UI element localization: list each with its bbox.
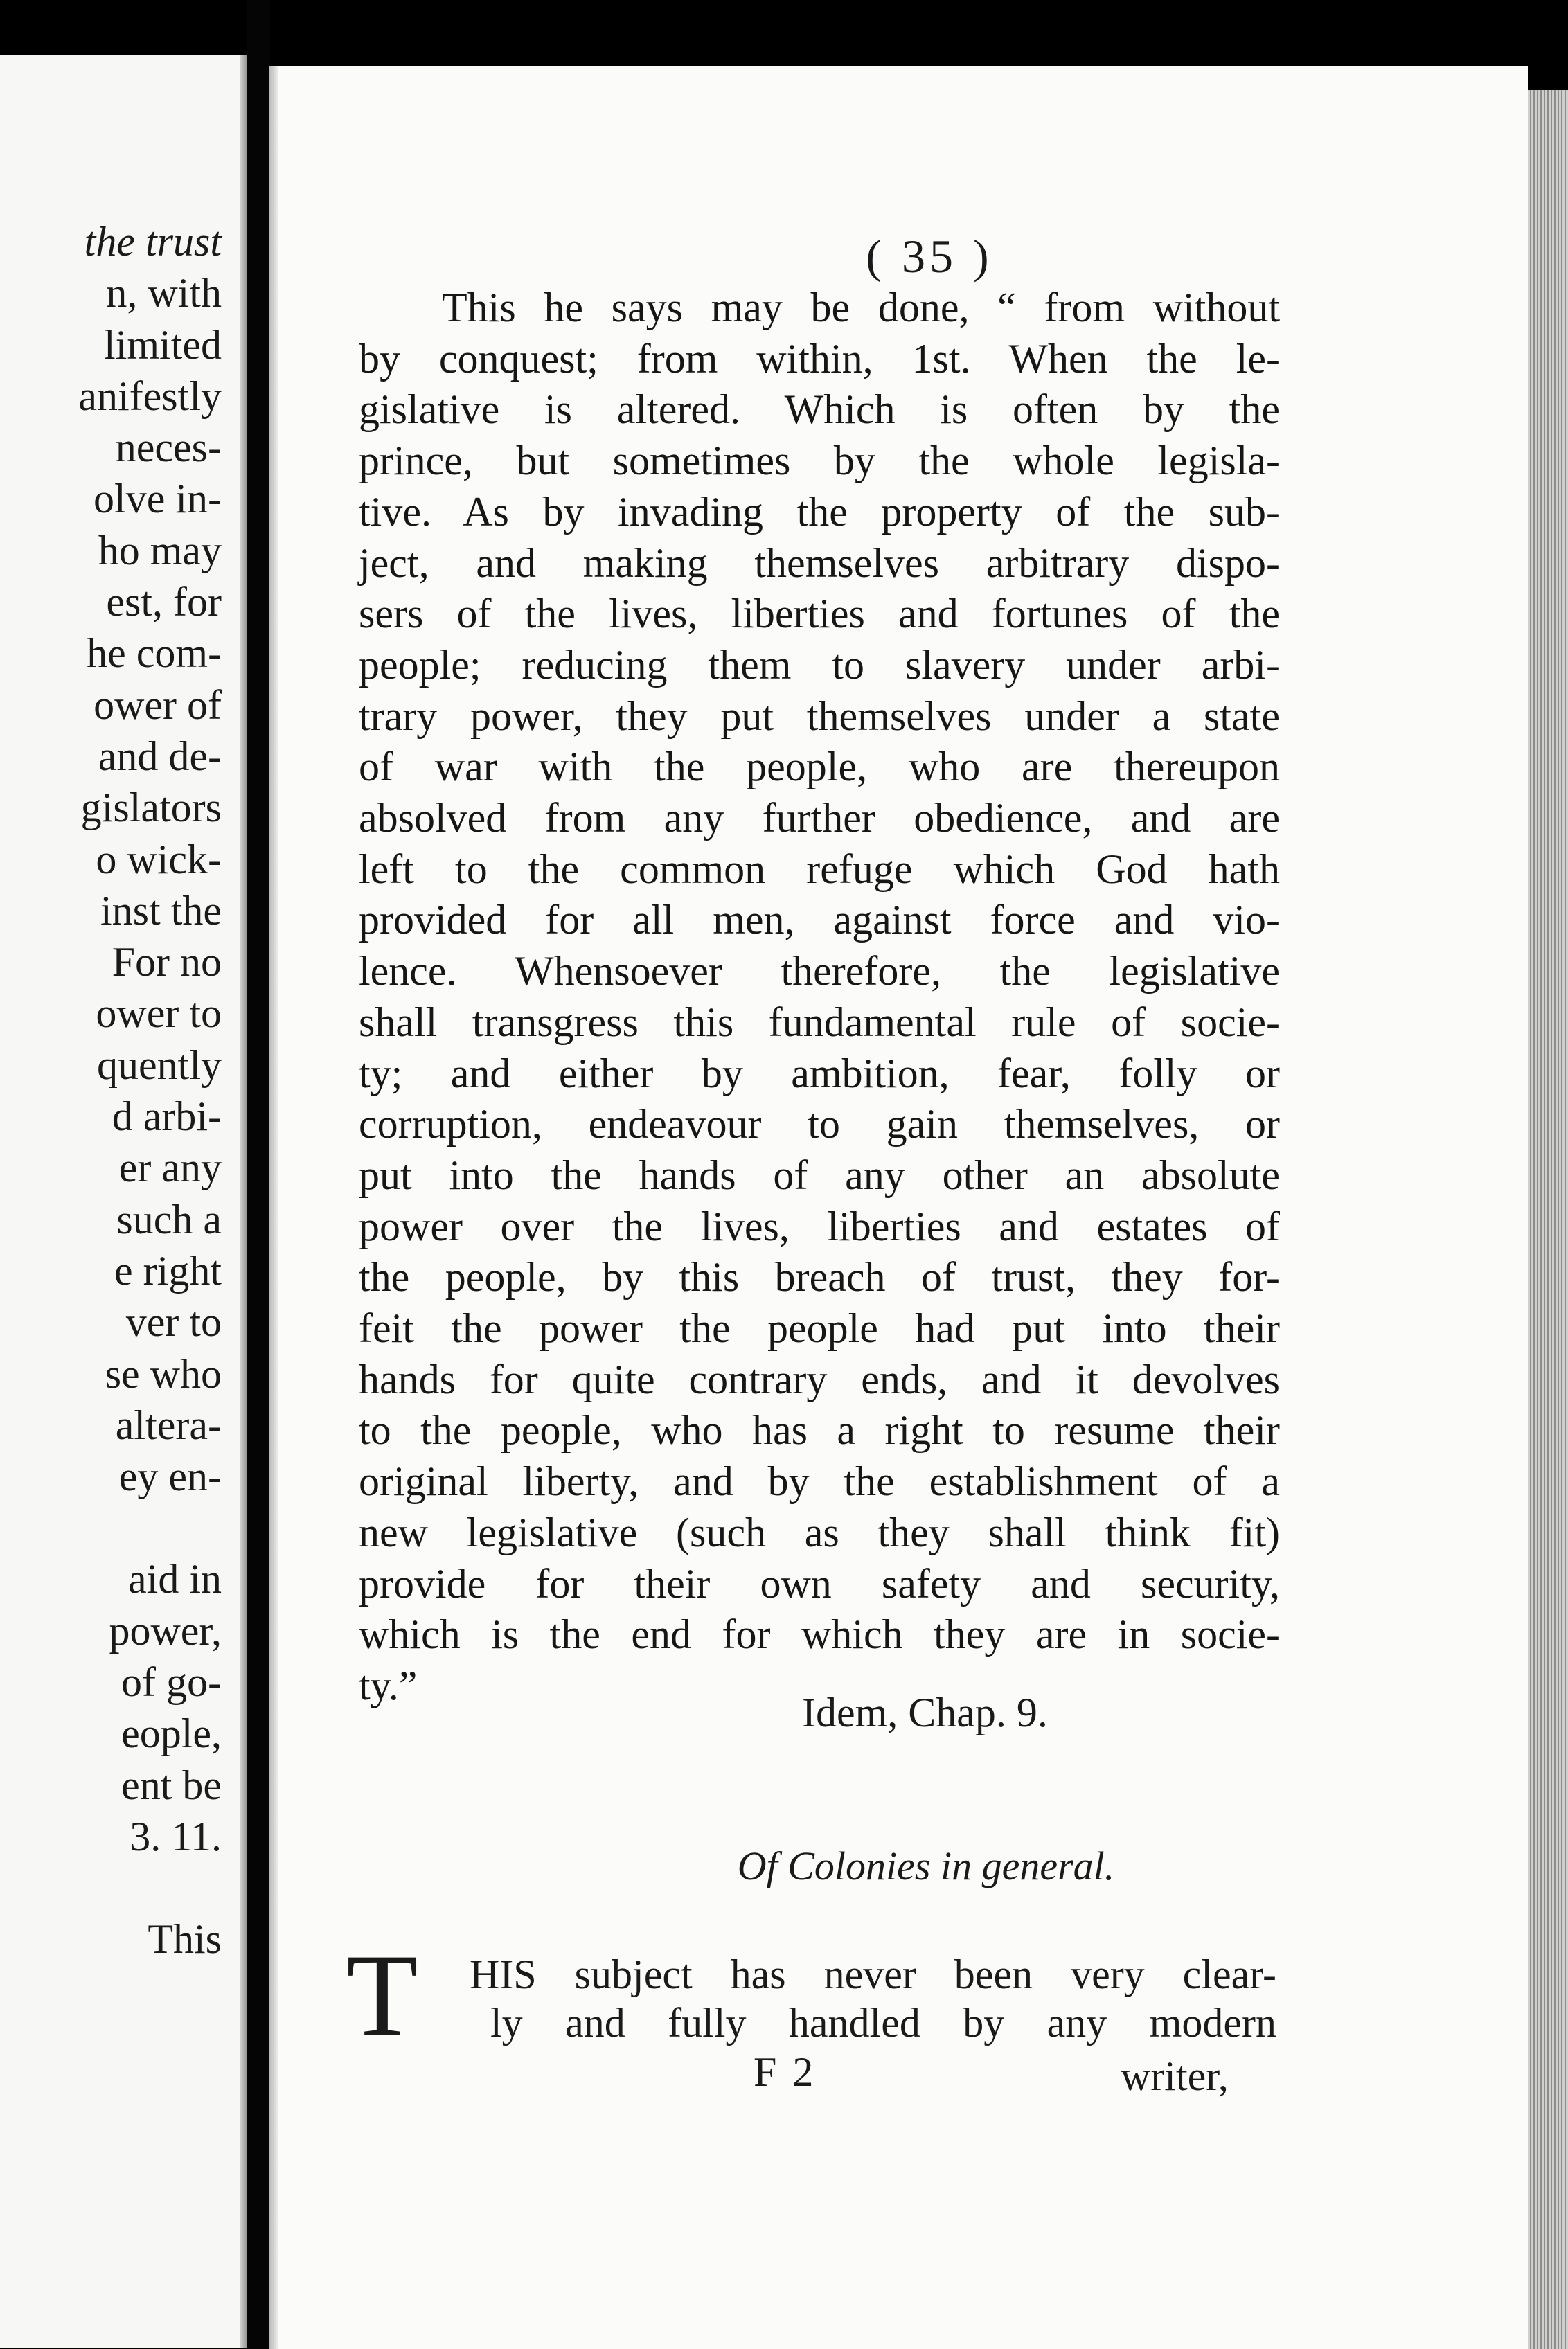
text-line: tive. As by invading the property of the sub- xyxy=(359,488,1280,535)
signature-mark: F 2 xyxy=(754,2049,817,2095)
text-line: original liberty, and by the establishment of a xyxy=(359,1458,1280,1505)
left-line: ver to xyxy=(125,1299,222,1346)
book-binding-gap xyxy=(247,0,270,2349)
left-line: e right xyxy=(114,1247,222,1294)
text-line: ty.” xyxy=(359,1662,418,1708)
text-line: of war with the people, who are thereupon xyxy=(359,744,1280,790)
left-line: anifestly xyxy=(78,373,222,419)
gutter-shadow xyxy=(240,55,247,2348)
left-line: se who xyxy=(105,1350,222,1397)
text-line: sers of the lives, liberties and fortunes of the xyxy=(359,591,1280,637)
left-line: of go- xyxy=(121,1659,222,1706)
left-line: aid in xyxy=(128,1556,222,1602)
left-line: ho may xyxy=(98,527,222,573)
left-line: the trust xyxy=(84,219,222,265)
text-line: hands for quite contrary ends, and it devolves xyxy=(359,1356,1280,1402)
text-line: put into the hands of any other an absolute xyxy=(359,1152,1280,1198)
left-page-text-column xyxy=(78,216,222,1965)
text-line: new legislative (such as they shall think fit) xyxy=(359,1509,1280,1555)
page-number: ( 35 ) xyxy=(866,230,993,283)
drop-cap-letter: T xyxy=(346,1930,418,2060)
left-line: limited xyxy=(104,321,222,368)
left-line: gislators xyxy=(80,785,222,831)
citation: Idem, Chap. 9. xyxy=(802,1690,1048,1735)
page-edges-stack xyxy=(1528,90,1568,2349)
left-line-gap xyxy=(78,1502,222,1553)
left-line: he com- xyxy=(87,630,222,677)
left-line: ey en- xyxy=(118,1454,222,1500)
left-line: ent be xyxy=(121,1762,222,1808)
left-line: ower of xyxy=(93,681,222,728)
left-line-gap xyxy=(78,1862,222,1913)
quoted-paragraph xyxy=(359,283,1280,1712)
left-facing-page xyxy=(0,55,247,2348)
text-line: lence. Whensoever therefore, the legislative xyxy=(359,948,1280,994)
text-line: absolved from any further obedience, and are xyxy=(359,795,1280,841)
text-line: ly and fully handled by any modern xyxy=(490,2000,1276,2046)
left-line: er any xyxy=(118,1145,222,1191)
text-line: ty; and either by ambition, fear, folly or xyxy=(359,1050,1280,1096)
text-line: gislative is altered. Which is often by the xyxy=(359,386,1280,433)
left-line: inst the xyxy=(100,887,222,934)
inner-margin-shadow xyxy=(269,66,278,2349)
left-catchword: This xyxy=(148,1916,222,1963)
left-line: power, xyxy=(109,1607,222,1654)
left-line: neces- xyxy=(115,425,222,471)
text-line: left to the common refuge which God hath xyxy=(359,846,1280,892)
left-line: quently xyxy=(97,1042,222,1088)
left-line: and de- xyxy=(98,733,222,779)
text-line: trary power, they put themselves under a state xyxy=(359,693,1280,739)
text-line: ject, and making themselves arbitrary dispo- xyxy=(359,539,1280,586)
text-line: the people, by this breach of trust, they for- xyxy=(359,1254,1280,1301)
text-line: prince, but sometimes by the whole legisla- xyxy=(359,438,1280,484)
left-line: d arbi- xyxy=(112,1093,222,1140)
section-heading: Of Colonies in general. xyxy=(737,1843,1115,1888)
left-line: o wick- xyxy=(96,836,222,882)
text-line: power over the lives, liberties and estates of xyxy=(359,1203,1280,1249)
left-line: For no xyxy=(112,939,222,985)
text-line: feit the power the people had put into their xyxy=(359,1305,1280,1352)
left-line: 3. 11. xyxy=(130,1813,222,1859)
text-line: This he says may be done, “ from without xyxy=(442,285,1280,330)
text-line: by conquest; from within, 1st. When the le- xyxy=(359,335,1280,382)
left-line: such a xyxy=(116,1196,222,1242)
left-line: est, for xyxy=(106,579,222,625)
text-line: provided for all men, against force and vio- xyxy=(359,897,1280,943)
text-line: to the people, who has a right to resume their xyxy=(359,1407,1280,1454)
text-line: which is the end for which they are in socie- xyxy=(359,1611,1280,1658)
left-line: olve in- xyxy=(93,476,222,522)
left-line: altera- xyxy=(115,1402,222,1448)
left-line: n, with xyxy=(106,270,222,316)
left-line: eople, xyxy=(121,1711,222,1757)
left-line: ower to xyxy=(96,990,222,1037)
text-line: HIS subject has never been very clear- xyxy=(470,1951,1276,1997)
section-paragraph xyxy=(470,1950,1276,2047)
text-line: shall transgress this fundamental rule of socie- xyxy=(359,999,1280,1045)
text-line: people; reducing them to slavery under arbi- xyxy=(359,641,1280,688)
catchword: writer, xyxy=(1121,2053,1229,2099)
text-line: provide for their own safety and security, xyxy=(359,1560,1280,1607)
right-page xyxy=(269,66,1528,2349)
text-line: corruption, endeavour to gain themselves, or xyxy=(359,1101,1280,1147)
